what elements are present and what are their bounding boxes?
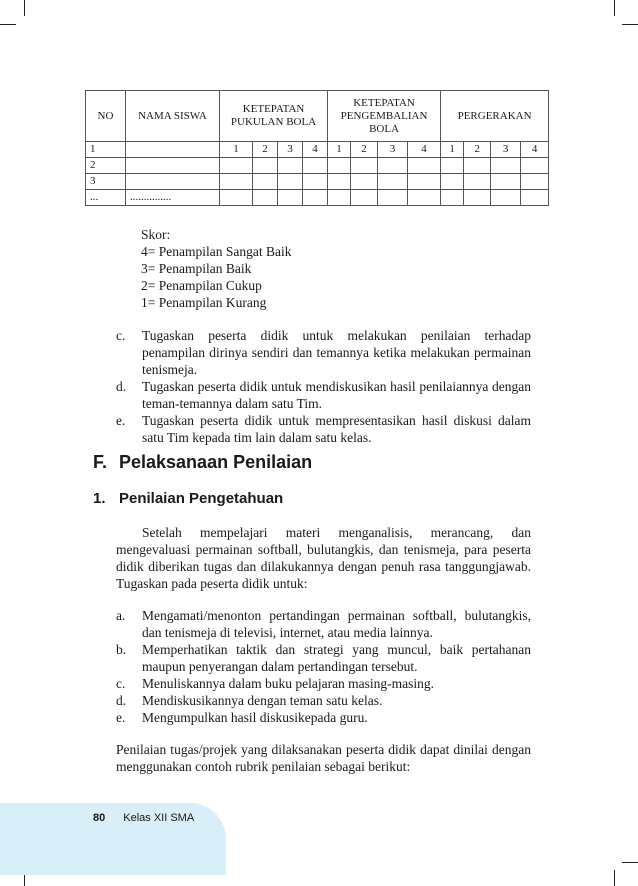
score-legend-title: Skor: <box>141 227 171 242</box>
score-cell <box>253 190 278 206</box>
student-name <box>126 174 220 190</box>
score-cell <box>464 174 491 190</box>
subsection-title: Penilaian Pengetahuan <box>119 490 284 507</box>
assessment-table <box>85 90 549 206</box>
crop-mark <box>0 24 16 25</box>
table-row <box>86 174 549 190</box>
score-cell <box>378 174 408 190</box>
score-cell <box>464 158 491 174</box>
page-number: 80 <box>93 812 106 824</box>
subsection-heading <box>93 490 283 507</box>
score-cell: 1 <box>328 142 351 158</box>
score-cell <box>253 158 278 174</box>
score-cell <box>521 190 549 206</box>
list-item <box>116 675 531 692</box>
list-text: Tugaskan peserta didik untuk melakukan penilaian terhadap penampilan dirinya sendiri dan temannya ketika melakukan permainan tenismeja. <box>142 328 531 377</box>
score-cell <box>491 190 521 206</box>
subsection-number: 1. <box>93 490 106 507</box>
list-marker: e. <box>116 710 126 725</box>
score-cell: 2 <box>464 142 491 158</box>
list-text: Mengumpulkan hasil diskusikepada guru. <box>142 710 368 725</box>
score-cell <box>491 158 521 174</box>
crop-mark <box>24 0 25 16</box>
score-cell <box>351 158 378 174</box>
list-marker: a. <box>116 608 126 623</box>
score-cell <box>220 174 253 190</box>
list-marker: c. <box>116 676 126 691</box>
score-legend-item: 2= Penampilan Cukup <box>141 278 262 293</box>
score-cell <box>303 174 328 190</box>
score-cell <box>278 174 303 190</box>
section-title: Pelaksanaan Penilaian <box>119 452 313 472</box>
list-text: Menuliskannya dalam buku pelajaran masing-masing. <box>142 676 435 691</box>
crop-mark <box>614 0 615 16</box>
footer-label: Kelas XII SMA <box>123 812 195 824</box>
score-legend-item: 3= Penampilan Baik <box>141 261 252 276</box>
list-text: Memperhatikan taktik dan strategi yang muncul, baik pertahanan maupun penyerangan dalam pertandingan tersebut. <box>142 642 531 674</box>
table-row <box>86 190 549 206</box>
instruction-list <box>116 327 531 446</box>
score-cell <box>220 190 253 206</box>
student-name: ............... <box>126 190 220 206</box>
task-list <box>116 607 531 726</box>
score-cell <box>278 158 303 174</box>
list-text: Tugaskan peserta didik untuk mendiskusikan hasil penilaiannya dengan teman-temannya dalam satu Tim. <box>142 379 531 411</box>
list-item <box>116 692 531 709</box>
score-cell <box>303 190 328 206</box>
paragraph-intro: Setelah mempelajari materi menganalisis, merancang, dan mengevaluasi permainan softball, bulutangkis, dan tenismeja, para peserta didik diberikan tugas dan dilakukannya dengan penuh rasa tanggungjawab. Tugaskan pada peserta didik untuk: <box>116 525 531 591</box>
table-row <box>86 142 549 158</box>
score-cell <box>441 190 464 206</box>
score-cell: 1 <box>220 142 253 158</box>
score-cell <box>328 190 351 206</box>
paragraph-closing: Penilaian tugas/projek yang dilaksanakan peserta didik dapat dinilai dengan menggunakan contoh rubrik penilaian sebagai berikut: <box>116 742 531 774</box>
list-marker: b. <box>116 642 127 657</box>
score-cell <box>491 174 521 190</box>
header-ketepatan-pengembalian: KETEPATAN PENGEMBALIAN BOLA <box>328 91 441 142</box>
score-cell: 2 <box>351 142 378 158</box>
score-cell <box>351 174 378 190</box>
row-number: 2 <box>86 158 126 174</box>
list-item <box>116 327 531 378</box>
score-cell <box>441 158 464 174</box>
section-heading <box>93 452 312 473</box>
score-legend <box>141 226 291 311</box>
crop-mark <box>622 862 638 863</box>
score-cell <box>220 158 253 174</box>
header-ketepatan-pukulan: KETEPATAN PUKULAN BOLA <box>220 91 328 142</box>
score-cell <box>328 158 351 174</box>
score-cell <box>351 190 378 206</box>
score-cell <box>253 174 278 190</box>
list-marker: d. <box>116 379 127 394</box>
list-item <box>116 607 531 641</box>
crop-mark <box>622 24 638 25</box>
score-cell <box>521 158 549 174</box>
list-item <box>116 412 531 446</box>
score-cell: 3 <box>278 142 303 158</box>
score-cell: 4 <box>521 142 549 158</box>
list-text: Mengamati/menonton pertandingan permainan softball, bulutangkis, dan tenismeja di televisi, internet, atau media lainnya. <box>142 608 531 640</box>
score-cell <box>408 190 441 206</box>
list-item <box>116 378 531 412</box>
list-marker: c. <box>116 328 126 343</box>
student-name <box>126 142 220 158</box>
score-cell: 3 <box>491 142 521 158</box>
score-cell <box>464 190 491 206</box>
score-cell: 3 <box>378 142 408 158</box>
table-row <box>86 158 549 174</box>
row-number: 3 <box>86 174 126 190</box>
list-item <box>116 641 531 675</box>
score-legend-item: 1= Penampilan Kurang <box>141 295 267 310</box>
header-no: NO <box>86 91 126 142</box>
row-number: ... <box>86 190 126 206</box>
header-nama-siswa: NAMA SISWA <box>126 91 220 142</box>
crop-mark <box>614 870 615 886</box>
score-cell <box>408 174 441 190</box>
score-cell <box>303 158 328 174</box>
score-cell: 2 <box>253 142 278 158</box>
score-cell <box>408 158 441 174</box>
list-marker: e. <box>116 413 126 428</box>
header-pergerakan: PERGERAKAN <box>441 91 549 142</box>
score-cell: 4 <box>303 142 328 158</box>
score-cell <box>521 174 549 190</box>
row-number: 1 <box>86 142 126 158</box>
student-name <box>126 158 220 174</box>
score-cell <box>441 174 464 190</box>
list-marker: d. <box>116 693 127 708</box>
score-legend-item: 4= Penampilan Sangat Baik <box>141 244 292 259</box>
score-cell <box>278 190 303 206</box>
score-cell <box>378 158 408 174</box>
score-cell: 1 <box>441 142 464 158</box>
list-text: Mendiskusikannya dengan teman satu kelas. <box>142 693 383 708</box>
section-letter: F. <box>93 452 108 472</box>
score-cell <box>328 174 351 190</box>
list-text: Tugaskan peserta didik untuk mempresentasikan hasil diskusi dalam satu Tim kepada tim lain dalam satu kelas. <box>142 413 531 445</box>
score-cell <box>378 190 408 206</box>
list-item <box>116 709 531 726</box>
score-cell: 4 <box>408 142 441 158</box>
page-footer <box>93 812 194 824</box>
